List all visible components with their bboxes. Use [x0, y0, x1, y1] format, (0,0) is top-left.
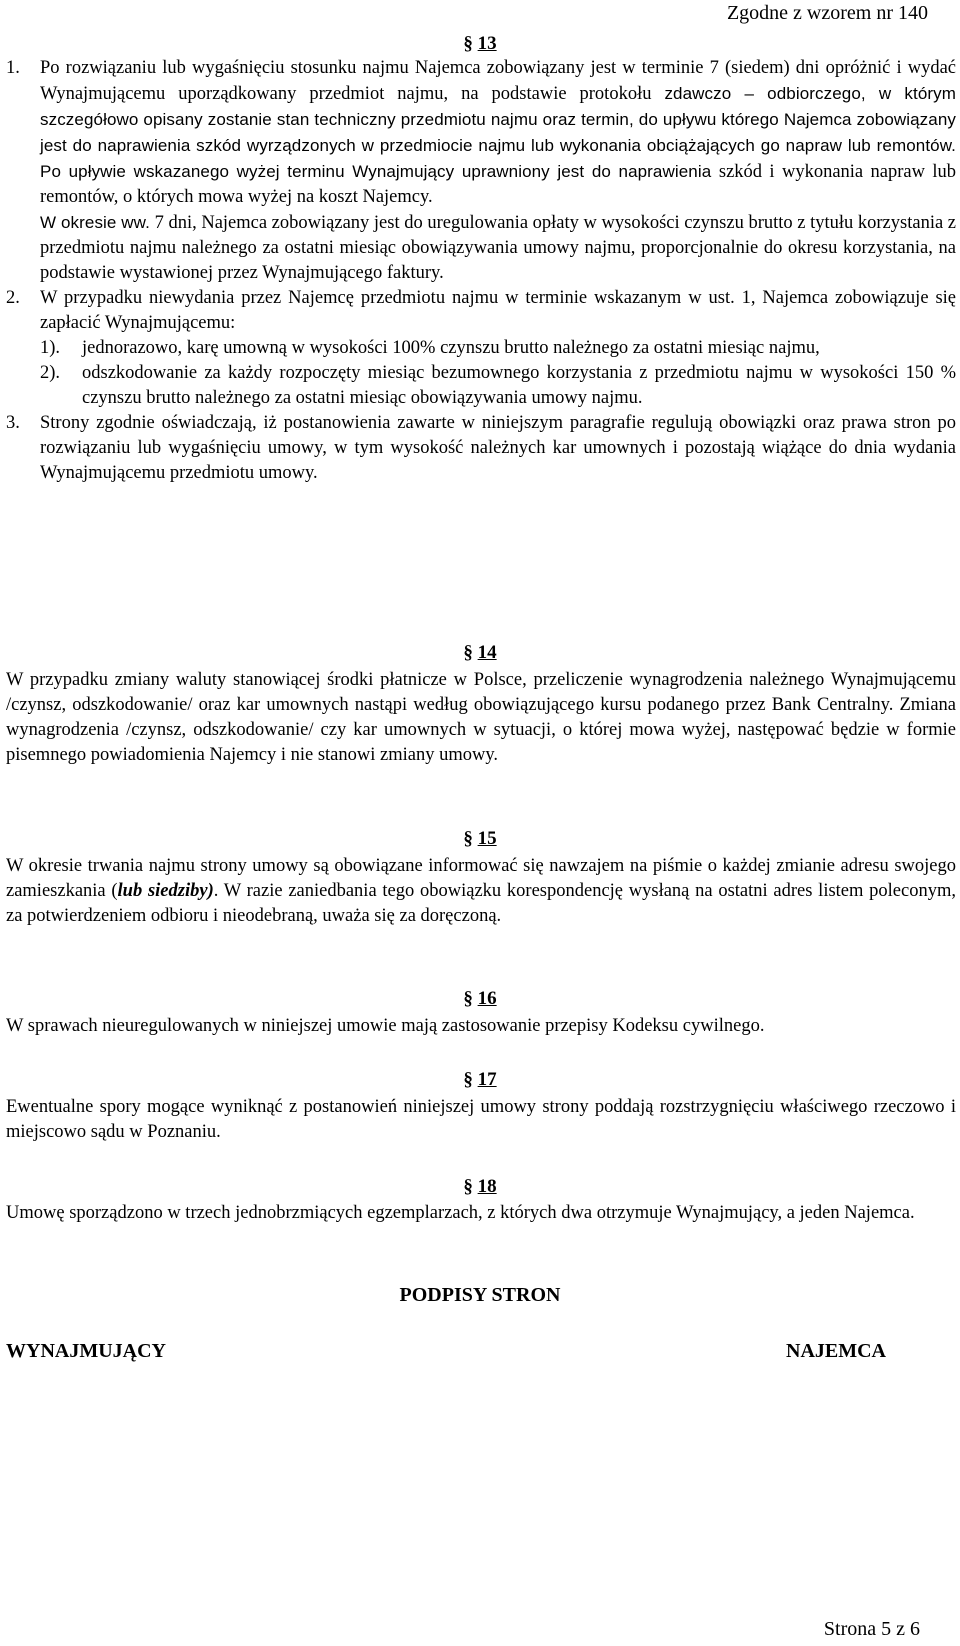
- section-15-emphasis: lub siedziby): [117, 881, 214, 901]
- paragraph-sign: §: [463, 1069, 473, 1090]
- item-marker: 2.: [6, 288, 20, 308]
- section-14-heading: [0, 641, 960, 665]
- section-18-body: Umowę sporządzono w trzech jednobrzmiących egzemplarzach, z których dwa otrzymuje Wynajmujący, a jeden Najemca.: [6, 1203, 915, 1223]
- section-16-body: W sprawach nieuregulowanych w niniejszej umowie mają zastosowanie przepisy Kodeksu cywilnego.: [6, 1016, 765, 1036]
- section-17-heading: [0, 1068, 960, 1092]
- section-18-heading: [0, 1175, 960, 1199]
- sub-marker: 2).: [40, 363, 61, 383]
- item-text-c: szkód i wykonania napraw lub remontów, o których mowa wyżej na koszt Najemcy.: [40, 162, 956, 207]
- item-marker: 3.: [6, 413, 20, 433]
- section-15-text-a: W okresie trwania najmu strony umowy są obowiązane informować się nawzajem na piśmie o każdej zmianie adresu swojego zamieszkania (: [6, 856, 956, 901]
- page-number: Strona 5 z 6: [823, 1618, 920, 1640]
- item-text-d: W okresie ww.: [40, 213, 150, 232]
- item-text-b: zdawczo – odbiorczego, w którym szczegółowo opisany zostanie stan techniczny przedmiotu najmu oraz termin, do upływu którego Najemca zobowiązany jest do naprawienia szkód wyrządzonych w przedmiocie najmu lub wykonania obciążających go napraw lub remontów. Po upływie wskazanego wyżej terminu Wynajmujący uprawniony jest do naprawienia: [40, 84, 956, 181]
- signatures-title: PODPISY STRON: [399, 1284, 561, 1306]
- sub-marker: 1).: [40, 338, 61, 358]
- paragraph-sign: §: [463, 642, 473, 663]
- section-15-text-b: . W razie zaniedbania tego obowiązku korespondencję wysłaną na ostatni adres listem poleconym, za potwierdzeniem odbioru i nieodebraną, uważa się za doręczoną.: [6, 881, 956, 926]
- section-number: 17: [477, 1069, 497, 1090]
- section-13-item-1: [6, 56, 956, 286]
- item-marker: 1.: [6, 58, 20, 78]
- section-15-heading: [0, 827, 960, 851]
- item-text: Strony zgodnie oświadczają, iż postanowienia zawarte w niniejszym paragrafie regulują obowiązki oraz prawa stron po rozwiązaniu lub wygaśnięciu umowy, w tym wysokość należnych kar umownych i pozostają wiążące do dnia wydania Wynajmującemu przedmiotu umowy.: [40, 413, 956, 483]
- section-13-heading: [0, 32, 960, 56]
- section-number: 16: [477, 988, 497, 1009]
- section-13-body: [6, 56, 956, 486]
- section-number: 14: [477, 642, 497, 663]
- item-text-a: Po rozwiązaniu lub wygaśnięciu stosunku najmu Najemca zobowiązany jest w terminie 7 (siedem) dni opróżnić i wydać Wynajmującemu uporządkowany przedmiot najmu, na podstawie protokołu: [40, 58, 956, 104]
- paragraph-sign: §: [463, 33, 473, 54]
- section-number: 18: [477, 1176, 497, 1197]
- signature-tenant: NAJEMCA: [786, 1340, 886, 1362]
- paragraph-sign: §: [463, 1176, 473, 1197]
- signature-landlord: WYNAJMUJĄCY: [6, 1340, 166, 1362]
- template-note: Zgodne z wzorem nr 140: [726, 2, 928, 24]
- section-number: 15: [477, 828, 497, 849]
- item-text-e: 7 dni, Najemca zobowiązany jest do uregulowania opłaty w wysokości czynszu brutto z tytułu korzystania z przedmiotu najmu należnego za ostatni miesiąc obowiązywania umowy najmu, proporcjonalnie do okresu korzystania, na podstawie wystawionej przez Wynajmującego faktury.: [40, 213, 957, 283]
- section-13-item-2-sub-2: [6, 361, 956, 411]
- sub-text: odszkodowanie za każdy rozpoczęty miesiąc bezumownego korzystania z przedmiotu najmu w wysokości 150 % czynszu brutto należnego za ostatni miesiąc obowiązywania umowy najmu.: [82, 363, 956, 408]
- section-16-heading: [0, 987, 960, 1011]
- item-text: W przypadku niewydania przez Najemcę przedmiotu najmu w terminie wskazanym w ust. 1, Najemca zobowiązuje się zapłacić Wynajmującemu:: [40, 288, 956, 333]
- section-15-body: [6, 854, 956, 929]
- section-13-item-2: [6, 286, 956, 336]
- section-14-body: W przypadku zmiany waluty stanowiącej środki płatnicze w Polsce, przeliczenie wynagrodzenia należnego Wynajmującemu /czynsz, odszkodowanie/ oraz kar umownych nastąpi według obowiązującego kursu podanego przez Bank Centralny. Zmiana wynagrodzenia /czynsz, odszkodowanie/ czy kar umownych w sytuacji, o której mowa wyżej, następować będzie w formie pisemnego powiadomienia Najemcy i nie stanowi zmiany umowy.: [6, 670, 956, 765]
- section-13-item-2-sub-1: [6, 336, 956, 361]
- section-17-body: Ewentualne spory mogące wyniknąć z postanowień niniejszej umowy strony poddają rozstrzygnięciu właściwego rzeczowo i miejscowo sądu w Poznaniu.: [6, 1097, 956, 1142]
- paragraph-sign: §: [463, 988, 473, 1009]
- sub-text: jednorazowo, karę umowną w wysokości 100% czynszu brutto należnego za ostatni miesiąc najmu,: [82, 338, 820, 358]
- paragraph-sign: §: [463, 828, 473, 849]
- section-number: 13: [477, 33, 497, 54]
- section-13-item-3: [6, 411, 956, 486]
